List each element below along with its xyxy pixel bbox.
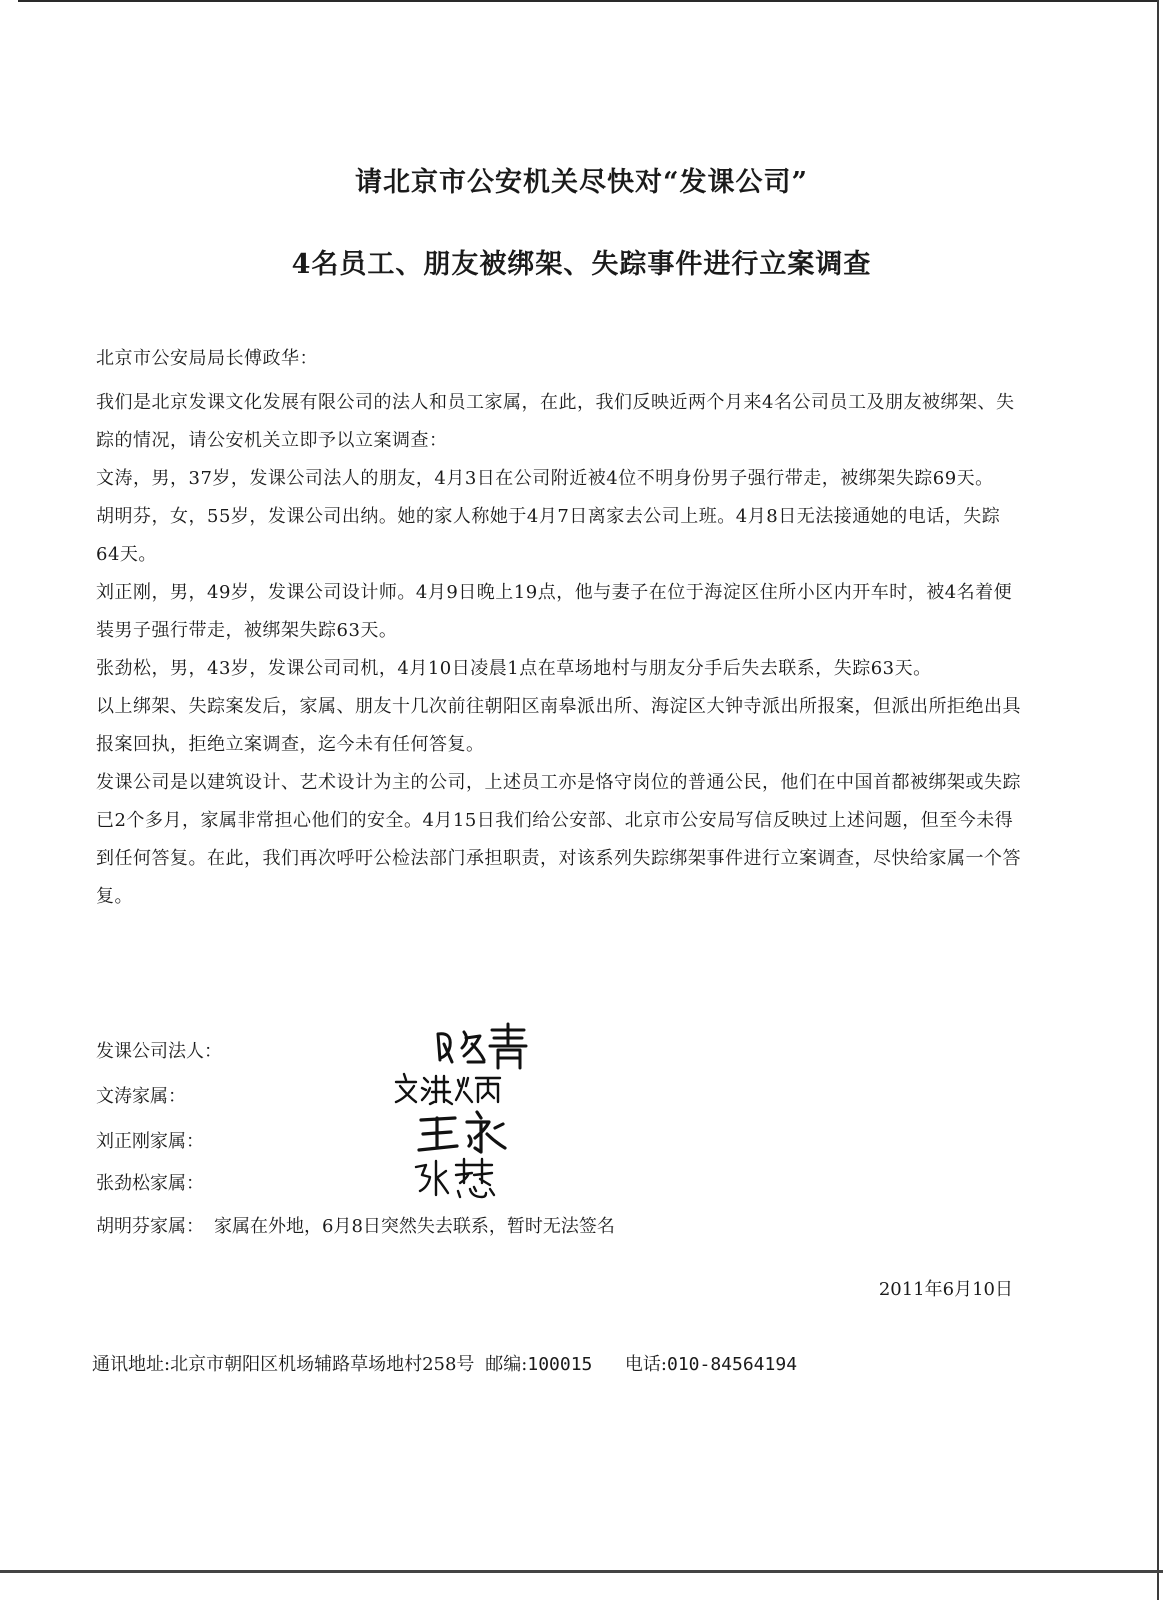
address-value: 北京市朝阳区机场辅路草场地村258号 [170,1354,475,1375]
legal-rep-signature [430,1022,540,1072]
zhang-family-signature [410,1155,500,1203]
scan-edge-top [18,0,1158,2]
legal-rep-label: 发课公司法人： [96,1041,222,1062]
scan-edge-bottom [0,1570,1163,1573]
paragraph-zhang-jinsong: 张劲松，男，43岁，发课公司司机，4月10日凌晨1点在草场地村与朋友分手后失去联系，失踪63天。 [96,658,932,679]
postcode-value: 100015 [527,1354,593,1375]
document-title-line-2: 4名员工、朋友被绑架、失踪事件进行立案调查 [291,249,872,280]
letter-date: 2011年6月10日 [878,1279,1013,1300]
paragraph-hu-mingfen: 胡明芬，女，55岁，发课公司出纳。她的家人称她于4月7日离家去公司上班。4月8日无法接通她的电话，失踪64天。 [96,506,1001,565]
hu-family-note: 家属在外地，6月8日突然失去联系，暂时无法签名 [214,1216,615,1237]
liu-family-signature [415,1108,510,1158]
letter-body [96,384,1021,916]
phone-value: 010-84564194 [666,1354,798,1375]
hu-family-label: 胡明芬家属： [96,1216,204,1237]
postcode-label: 邮编: [485,1354,528,1375]
zhang-family-label: 张劲松家属： [96,1173,204,1194]
paragraph-appeal: 发课公司是以建筑设计、艺术设计为主的公司，上述员工亦是恪守岗位的普通公民，他们在中国首都被绑架或失踪已2个多月，家属非常担心他们的安全。4月15日我们给公安部、北京市公安局写信反映过上述问题，但至今未得到任何答复。在此，我们再次呼吁公检法部门承担职责，对该系列失踪绑架事件进行立案调查，尽快给家属一个答复。 [96,772,1021,907]
liu-family-label: 刘正刚家属： [96,1131,204,1152]
address-label: 通讯地址: [92,1354,171,1375]
paragraph-police-response: 以上绑架、失踪案发后，家属、朋友十几次前往朝阳区南皋派出所、海淀区大钟寺派出所报案，但派出所拒绝出具报案回执，拒绝立案调查，迄今未有任何答复。 [96,696,1021,755]
wentao-family-label: 文涛家属： [96,1086,186,1107]
scan-edge-right [1157,0,1159,1600]
paragraph-intro: 我们是北京发课文化发展有限公司的法人和员工家属，在此，我们反映近两个月来4名公司员工及朋友被绑架、失踪的情况，请公安机关立即予以立案调查： [96,392,1015,451]
phone-label: 电话: [624,1354,667,1375]
contact-line [92,1350,797,1376]
paragraph-liu-zhenggang: 刘正刚，男，49岁，发课公司设计师。4月9日晚上19点，他与妻子在位于海淀区住所小区内开车时，被4名着便装男子强行带走，被绑架失踪63天。 [96,582,1013,641]
document-title-line-1: 请北京市公安机关尽快对“发课公司” [354,167,809,198]
salutation: 北京市公安局局长傅政华： [96,348,318,369]
paragraph-wentao: 文涛，男，37岁，发课公司法人的朋友，4月3日在公司附近被4位不明身份男子强行带走，被绑架失踪69天。 [96,468,994,489]
wentao-family-signature [392,1070,504,1106]
